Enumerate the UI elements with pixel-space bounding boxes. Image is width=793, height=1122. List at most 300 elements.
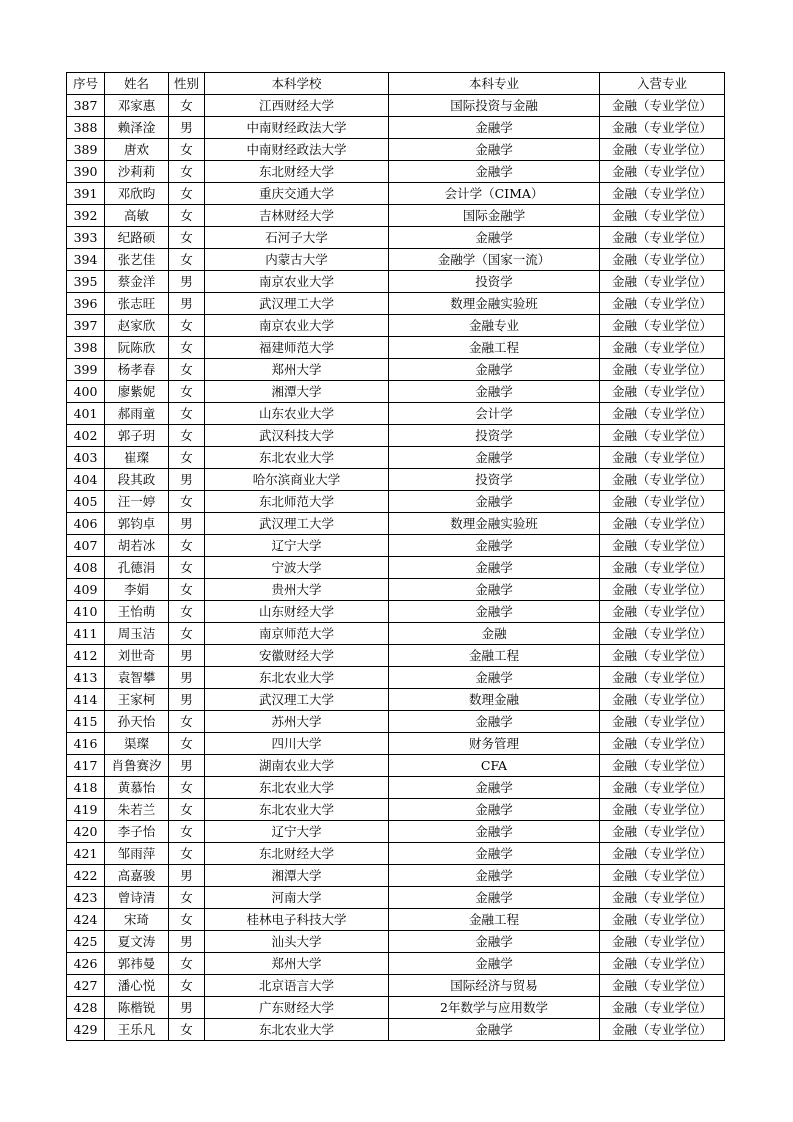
cell-gender: 女 xyxy=(169,447,205,469)
table-row xyxy=(67,491,725,513)
cell-gender: 女 xyxy=(169,623,205,645)
cell-undergrad-school: 辽宁大学 xyxy=(205,821,389,843)
cell-camp-major: 金融（专业学位） xyxy=(600,579,725,601)
cell-undergrad-school: 桂林电子科技大学 xyxy=(205,909,389,931)
cell-undergrad-major: 金融学 xyxy=(389,557,600,579)
cell-undergrad-school: 中南财经政法大学 xyxy=(205,139,389,161)
cell-gender: 男 xyxy=(169,755,205,777)
cell-name: 宋琦 xyxy=(105,909,169,931)
cell-camp-major: 金融（专业学位） xyxy=(600,293,725,315)
cell-undergrad-school: 山东农业大学 xyxy=(205,403,389,425)
cell-serial-number: 423 xyxy=(67,887,105,909)
cell-undergrad-major: 金融学 xyxy=(389,117,600,139)
cell-camp-major: 金融（专业学位） xyxy=(600,843,725,865)
cell-undergrad-school: 中南财经政法大学 xyxy=(205,117,389,139)
cell-gender: 女 xyxy=(169,249,205,271)
table-row xyxy=(67,1019,725,1041)
cell-gender: 男 xyxy=(169,997,205,1019)
cell-name: 廖紫妮 xyxy=(105,381,169,403)
cell-name: 夏文涛 xyxy=(105,931,169,953)
table-row xyxy=(67,403,725,425)
cell-undergrad-major: 金融学 xyxy=(389,667,600,689)
table-row xyxy=(67,161,725,183)
cell-name: 汪一婷 xyxy=(105,491,169,513)
cell-gender: 女 xyxy=(169,799,205,821)
cell-serial-number: 407 xyxy=(67,535,105,557)
cell-undergrad-major: 金融学 xyxy=(389,359,600,381)
cell-serial-number: 410 xyxy=(67,601,105,623)
table-header xyxy=(67,73,725,95)
table-row xyxy=(67,469,725,491)
cell-gender: 男 xyxy=(169,689,205,711)
cell-name: 唐欢 xyxy=(105,139,169,161)
cell-name: 杨孝春 xyxy=(105,359,169,381)
header-camp-major: 入营专业 xyxy=(600,73,725,95)
cell-undergrad-major: 金融学 xyxy=(389,953,600,975)
cell-serial-number: 397 xyxy=(67,315,105,337)
header-name: 姓名 xyxy=(105,73,169,95)
cell-undergrad-major: 金融学 xyxy=(389,227,600,249)
cell-name: 崔璨 xyxy=(105,447,169,469)
table-body xyxy=(67,95,725,1041)
cell-camp-major: 金融（专业学位） xyxy=(600,381,725,403)
cell-serial-number: 402 xyxy=(67,425,105,447)
cell-undergrad-major: 金融学 xyxy=(389,865,600,887)
cell-gender: 男 xyxy=(169,513,205,535)
table-row xyxy=(67,711,725,733)
cell-undergrad-school: 内蒙古大学 xyxy=(205,249,389,271)
cell-undergrad-school: 汕头大学 xyxy=(205,931,389,953)
cell-undergrad-major: 投资学 xyxy=(389,271,600,293)
table-row xyxy=(67,535,725,557)
cell-undergrad-school: 重庆交通大学 xyxy=(205,183,389,205)
cell-undergrad-major: 投资学 xyxy=(389,425,600,447)
cell-gender: 女 xyxy=(169,535,205,557)
cell-undergrad-school: 湘潭大学 xyxy=(205,381,389,403)
cell-name: 阮陈欣 xyxy=(105,337,169,359)
cell-serial-number: 406 xyxy=(67,513,105,535)
cell-serial-number: 387 xyxy=(67,95,105,117)
cell-gender: 女 xyxy=(169,579,205,601)
cell-gender: 男 xyxy=(169,865,205,887)
cell-undergrad-school: 贵州大学 xyxy=(205,579,389,601)
cell-gender: 女 xyxy=(169,227,205,249)
table-row xyxy=(67,997,725,1019)
cell-serial-number: 388 xyxy=(67,117,105,139)
cell-name: 赵家欣 xyxy=(105,315,169,337)
cell-camp-major: 金融（专业学位） xyxy=(600,227,725,249)
cell-undergrad-major: 会计学 xyxy=(389,403,600,425)
cell-undergrad-school: 山东财经大学 xyxy=(205,601,389,623)
cell-gender: 女 xyxy=(169,1019,205,1041)
cell-name: 曾诗清 xyxy=(105,887,169,909)
cell-serial-number: 394 xyxy=(67,249,105,271)
cell-camp-major: 金融（专业学位） xyxy=(600,139,725,161)
cell-camp-major: 金融（专业学位） xyxy=(600,469,725,491)
cell-name: 陈楷锐 xyxy=(105,997,169,1019)
cell-camp-major: 金融（专业学位） xyxy=(600,359,725,381)
cell-gender: 女 xyxy=(169,557,205,579)
cell-gender: 女 xyxy=(169,953,205,975)
cell-undergrad-school: 苏州大学 xyxy=(205,711,389,733)
cell-serial-number: 429 xyxy=(67,1019,105,1041)
cell-gender: 女 xyxy=(169,139,205,161)
cell-undergrad-major: 金融学（国家一流） xyxy=(389,249,600,271)
cell-undergrad-major: CFA xyxy=(389,755,600,777)
cell-gender: 女 xyxy=(169,887,205,909)
cell-name: 高嘉骏 xyxy=(105,865,169,887)
cell-gender: 男 xyxy=(169,931,205,953)
cell-gender: 女 xyxy=(169,337,205,359)
cell-undergrad-major: 财务管理 xyxy=(389,733,600,755)
cell-camp-major: 金融（专业学位） xyxy=(600,205,725,227)
table-row xyxy=(67,579,725,601)
cell-serial-number: 403 xyxy=(67,447,105,469)
cell-name: 张艺佳 xyxy=(105,249,169,271)
cell-undergrad-school: 四川大学 xyxy=(205,733,389,755)
cell-serial-number: 404 xyxy=(67,469,105,491)
table-row xyxy=(67,381,725,403)
cell-undergrad-major: 国际金融学 xyxy=(389,205,600,227)
table-row xyxy=(67,205,725,227)
cell-name: 沙莉莉 xyxy=(105,161,169,183)
cell-undergrad-school: 郑州大学 xyxy=(205,953,389,975)
table-row xyxy=(67,777,725,799)
cell-undergrad-school: 东北农业大学 xyxy=(205,1019,389,1041)
cell-undergrad-major: 国际经济与贸易 xyxy=(389,975,600,997)
cell-undergrad-school: 湖南农业大学 xyxy=(205,755,389,777)
cell-undergrad-major: 2年数学与应用数学 xyxy=(389,997,600,1019)
cell-undergrad-major: 会计学（CIMA） xyxy=(389,183,600,205)
cell-gender: 男 xyxy=(169,293,205,315)
table-row xyxy=(67,953,725,975)
cell-name: 郝雨童 xyxy=(105,403,169,425)
cell-undergrad-major: 金融学 xyxy=(389,161,600,183)
cell-serial-number: 409 xyxy=(67,579,105,601)
cell-undergrad-school: 湘潭大学 xyxy=(205,865,389,887)
cell-serial-number: 419 xyxy=(67,799,105,821)
cell-camp-major: 金融（专业学位） xyxy=(600,491,725,513)
table-row xyxy=(67,645,725,667)
cell-camp-major: 金融（专业学位） xyxy=(600,513,725,535)
cell-name: 王怡萌 xyxy=(105,601,169,623)
cell-name: 蔡金洋 xyxy=(105,271,169,293)
cell-camp-major: 金融（专业学位） xyxy=(600,337,725,359)
table-row xyxy=(67,799,725,821)
table-row xyxy=(67,315,725,337)
cell-undergrad-school: 武汉理工大学 xyxy=(205,513,389,535)
cell-serial-number: 405 xyxy=(67,491,105,513)
cell-undergrad-major: 金融专业 xyxy=(389,315,600,337)
cell-name: 郭祎曼 xyxy=(105,953,169,975)
cell-gender: 女 xyxy=(169,315,205,337)
table-row xyxy=(67,513,725,535)
cell-serial-number: 425 xyxy=(67,931,105,953)
cell-name: 李娟 xyxy=(105,579,169,601)
cell-serial-number: 417 xyxy=(67,755,105,777)
table-row xyxy=(67,865,725,887)
table-row xyxy=(67,667,725,689)
cell-camp-major: 金融（专业学位） xyxy=(600,777,725,799)
cell-name: 纪路硕 xyxy=(105,227,169,249)
cell-name: 朱若兰 xyxy=(105,799,169,821)
cell-camp-major: 金融（专业学位） xyxy=(600,535,725,557)
cell-camp-major: 金融（专业学位） xyxy=(600,645,725,667)
cell-serial-number: 411 xyxy=(67,623,105,645)
cell-undergrad-major: 金融学 xyxy=(389,777,600,799)
cell-gender: 女 xyxy=(169,95,205,117)
cell-camp-major: 金融（专业学位） xyxy=(600,161,725,183)
table-row xyxy=(67,843,725,865)
cell-undergrad-major: 金融学 xyxy=(389,535,600,557)
cell-undergrad-major: 金融工程 xyxy=(389,337,600,359)
table-row xyxy=(67,601,725,623)
cell-undergrad-major: 金融学 xyxy=(389,447,600,469)
cell-undergrad-school: 南京农业大学 xyxy=(205,271,389,293)
cell-name: 渠璨 xyxy=(105,733,169,755)
cell-serial-number: 416 xyxy=(67,733,105,755)
cell-undergrad-school: 东北农业大学 xyxy=(205,447,389,469)
cell-undergrad-school: 郑州大学 xyxy=(205,359,389,381)
cell-camp-major: 金融（专业学位） xyxy=(600,601,725,623)
cell-camp-major: 金融（专业学位） xyxy=(600,821,725,843)
cell-name: 郭钧卓 xyxy=(105,513,169,535)
table-row xyxy=(67,117,725,139)
cell-serial-number: 400 xyxy=(67,381,105,403)
cell-undergrad-major: 金融学 xyxy=(389,491,600,513)
cell-name: 孔德涓 xyxy=(105,557,169,579)
cell-serial-number: 399 xyxy=(67,359,105,381)
cell-name: 袁智攀 xyxy=(105,667,169,689)
cell-name: 孙天怡 xyxy=(105,711,169,733)
cell-undergrad-school: 东北财经大学 xyxy=(205,843,389,865)
cell-undergrad-major: 金融学 xyxy=(389,579,600,601)
cell-undergrad-school: 南京师范大学 xyxy=(205,623,389,645)
cell-undergrad-school: 武汉理工大学 xyxy=(205,293,389,315)
cell-gender: 男 xyxy=(169,469,205,491)
table-row xyxy=(67,293,725,315)
table-row xyxy=(67,975,725,997)
cell-camp-major: 金融（专业学位） xyxy=(600,623,725,645)
cell-gender: 女 xyxy=(169,733,205,755)
admission-roster-table xyxy=(66,72,725,1041)
cell-name: 肖鲁赛汐 xyxy=(105,755,169,777)
table-row xyxy=(67,271,725,293)
cell-camp-major: 金融（专业学位） xyxy=(600,733,725,755)
cell-camp-major: 金融（专业学位） xyxy=(600,755,725,777)
cell-camp-major: 金融（专业学位） xyxy=(600,271,725,293)
cell-camp-major: 金融（专业学位） xyxy=(600,425,725,447)
cell-gender: 女 xyxy=(169,975,205,997)
cell-name: 邹雨萍 xyxy=(105,843,169,865)
cell-gender: 男 xyxy=(169,645,205,667)
cell-serial-number: 401 xyxy=(67,403,105,425)
header-serial-number: 序号 xyxy=(67,73,105,95)
cell-gender: 男 xyxy=(169,117,205,139)
cell-undergrad-school: 福建师范大学 xyxy=(205,337,389,359)
cell-camp-major: 金融（专业学位） xyxy=(600,117,725,139)
cell-gender: 女 xyxy=(169,205,205,227)
cell-camp-major: 金融（专业学位） xyxy=(600,447,725,469)
cell-camp-major: 金融（专业学位） xyxy=(600,557,725,579)
table-row xyxy=(67,557,725,579)
cell-undergrad-school: 北京语言大学 xyxy=(205,975,389,997)
cell-gender: 女 xyxy=(169,359,205,381)
table-row xyxy=(67,359,725,381)
header-undergrad-school: 本科学校 xyxy=(205,73,389,95)
cell-undergrad-school: 吉林财经大学 xyxy=(205,205,389,227)
cell-camp-major: 金融（专业学位） xyxy=(600,183,725,205)
table-row xyxy=(67,337,725,359)
table-row xyxy=(67,95,725,117)
table-row xyxy=(67,623,725,645)
cell-gender: 女 xyxy=(169,909,205,931)
cell-serial-number: 428 xyxy=(67,997,105,1019)
cell-undergrad-major: 数理金融实验班 xyxy=(389,293,600,315)
cell-undergrad-major: 金融学 xyxy=(389,381,600,403)
cell-undergrad-school: 石河子大学 xyxy=(205,227,389,249)
cell-undergrad-major: 金融学 xyxy=(389,711,600,733)
cell-gender: 女 xyxy=(169,601,205,623)
table-row xyxy=(67,447,725,469)
cell-name: 潘心悦 xyxy=(105,975,169,997)
cell-undergrad-school: 宁波大学 xyxy=(205,557,389,579)
cell-serial-number: 424 xyxy=(67,909,105,931)
cell-camp-major: 金融（专业学位） xyxy=(600,1019,725,1041)
cell-name: 段其政 xyxy=(105,469,169,491)
table-row xyxy=(67,425,725,447)
cell-serial-number: 413 xyxy=(67,667,105,689)
cell-camp-major: 金融（专业学位） xyxy=(600,95,725,117)
cell-name: 王家柯 xyxy=(105,689,169,711)
cell-camp-major: 金融（专业学位） xyxy=(600,249,725,271)
cell-name: 周玉洁 xyxy=(105,623,169,645)
cell-serial-number: 393 xyxy=(67,227,105,249)
cell-undergrad-school: 东北农业大学 xyxy=(205,667,389,689)
cell-undergrad-school: 东北农业大学 xyxy=(205,777,389,799)
cell-undergrad-major: 金融学 xyxy=(389,601,600,623)
cell-undergrad-major: 金融学 xyxy=(389,139,600,161)
cell-gender: 女 xyxy=(169,161,205,183)
header-gender: 性别 xyxy=(169,73,205,95)
cell-name: 黄慕怡 xyxy=(105,777,169,799)
cell-undergrad-school: 东北师范大学 xyxy=(205,491,389,513)
cell-serial-number: 412 xyxy=(67,645,105,667)
cell-gender: 女 xyxy=(169,403,205,425)
cell-camp-major: 金融（专业学位） xyxy=(600,997,725,1019)
cell-gender: 女 xyxy=(169,183,205,205)
cell-serial-number: 396 xyxy=(67,293,105,315)
cell-undergrad-major: 金融学 xyxy=(389,799,600,821)
table-row xyxy=(67,689,725,711)
cell-camp-major: 金融（专业学位） xyxy=(600,887,725,909)
cell-undergrad-school: 东北农业大学 xyxy=(205,799,389,821)
cell-undergrad-school: 南京农业大学 xyxy=(205,315,389,337)
cell-undergrad-school: 辽宁大学 xyxy=(205,535,389,557)
cell-serial-number: 418 xyxy=(67,777,105,799)
cell-serial-number: 427 xyxy=(67,975,105,997)
cell-undergrad-school: 江西财经大学 xyxy=(205,95,389,117)
cell-serial-number: 390 xyxy=(67,161,105,183)
cell-name: 张志旺 xyxy=(105,293,169,315)
cell-undergrad-major: 金融学 xyxy=(389,1019,600,1041)
cell-name: 李子怡 xyxy=(105,821,169,843)
cell-serial-number: 391 xyxy=(67,183,105,205)
cell-undergrad-major: 金融学 xyxy=(389,843,600,865)
header-row xyxy=(67,73,725,95)
table-row xyxy=(67,887,725,909)
cell-gender: 女 xyxy=(169,711,205,733)
cell-name: 胡若冰 xyxy=(105,535,169,557)
table-row xyxy=(67,909,725,931)
cell-camp-major: 金融（专业学位） xyxy=(600,799,725,821)
cell-name: 赖泽淦 xyxy=(105,117,169,139)
cell-undergrad-school: 安徽财经大学 xyxy=(205,645,389,667)
cell-undergrad-school: 河南大学 xyxy=(205,887,389,909)
table-row xyxy=(67,249,725,271)
cell-undergrad-major: 金融工程 xyxy=(389,909,600,931)
cell-camp-major: 金融（专业学位） xyxy=(600,909,725,931)
cell-serial-number: 395 xyxy=(67,271,105,293)
header-undergrad-major: 本科专业 xyxy=(389,73,600,95)
table-row xyxy=(67,733,725,755)
cell-serial-number: 398 xyxy=(67,337,105,359)
cell-gender: 女 xyxy=(169,821,205,843)
cell-gender: 男 xyxy=(169,667,205,689)
cell-name: 邓欣昀 xyxy=(105,183,169,205)
cell-camp-major: 金融（专业学位） xyxy=(600,931,725,953)
cell-camp-major: 金融（专业学位） xyxy=(600,403,725,425)
cell-camp-major: 金融（专业学位） xyxy=(600,315,725,337)
cell-gender: 男 xyxy=(169,271,205,293)
cell-undergrad-major: 投资学 xyxy=(389,469,600,491)
cell-undergrad-major: 数理金融 xyxy=(389,689,600,711)
cell-serial-number: 426 xyxy=(67,953,105,975)
table-row xyxy=(67,821,725,843)
table-row xyxy=(67,139,725,161)
cell-serial-number: 422 xyxy=(67,865,105,887)
cell-gender: 女 xyxy=(169,843,205,865)
cell-camp-major: 金融（专业学位） xyxy=(600,975,725,997)
cell-name: 王乐凡 xyxy=(105,1019,169,1041)
cell-undergrad-school: 武汉科技大学 xyxy=(205,425,389,447)
cell-camp-major: 金融（专业学位） xyxy=(600,865,725,887)
cell-undergrad-school: 东北财经大学 xyxy=(205,161,389,183)
cell-camp-major: 金融（专业学位） xyxy=(600,667,725,689)
table-row xyxy=(67,755,725,777)
table-row xyxy=(67,931,725,953)
cell-undergrad-school: 武汉理工大学 xyxy=(205,689,389,711)
cell-name: 邓家惠 xyxy=(105,95,169,117)
cell-undergrad-school: 哈尔滨商业大学 xyxy=(205,469,389,491)
table-row xyxy=(67,227,725,249)
cell-serial-number: 414 xyxy=(67,689,105,711)
cell-serial-number: 408 xyxy=(67,557,105,579)
cell-gender: 女 xyxy=(169,491,205,513)
cell-camp-major: 金融（专业学位） xyxy=(600,711,725,733)
cell-serial-number: 421 xyxy=(67,843,105,865)
cell-serial-number: 389 xyxy=(67,139,105,161)
cell-name: 刘世奇 xyxy=(105,645,169,667)
cell-undergrad-major: 金融学 xyxy=(389,821,600,843)
cell-undergrad-major: 国际投资与金融 xyxy=(389,95,600,117)
cell-serial-number: 392 xyxy=(67,205,105,227)
cell-gender: 女 xyxy=(169,425,205,447)
cell-undergrad-major: 金融学 xyxy=(389,887,600,909)
cell-serial-number: 420 xyxy=(67,821,105,843)
cell-undergrad-school: 广东财经大学 xyxy=(205,997,389,1019)
cell-name: 郭子玥 xyxy=(105,425,169,447)
